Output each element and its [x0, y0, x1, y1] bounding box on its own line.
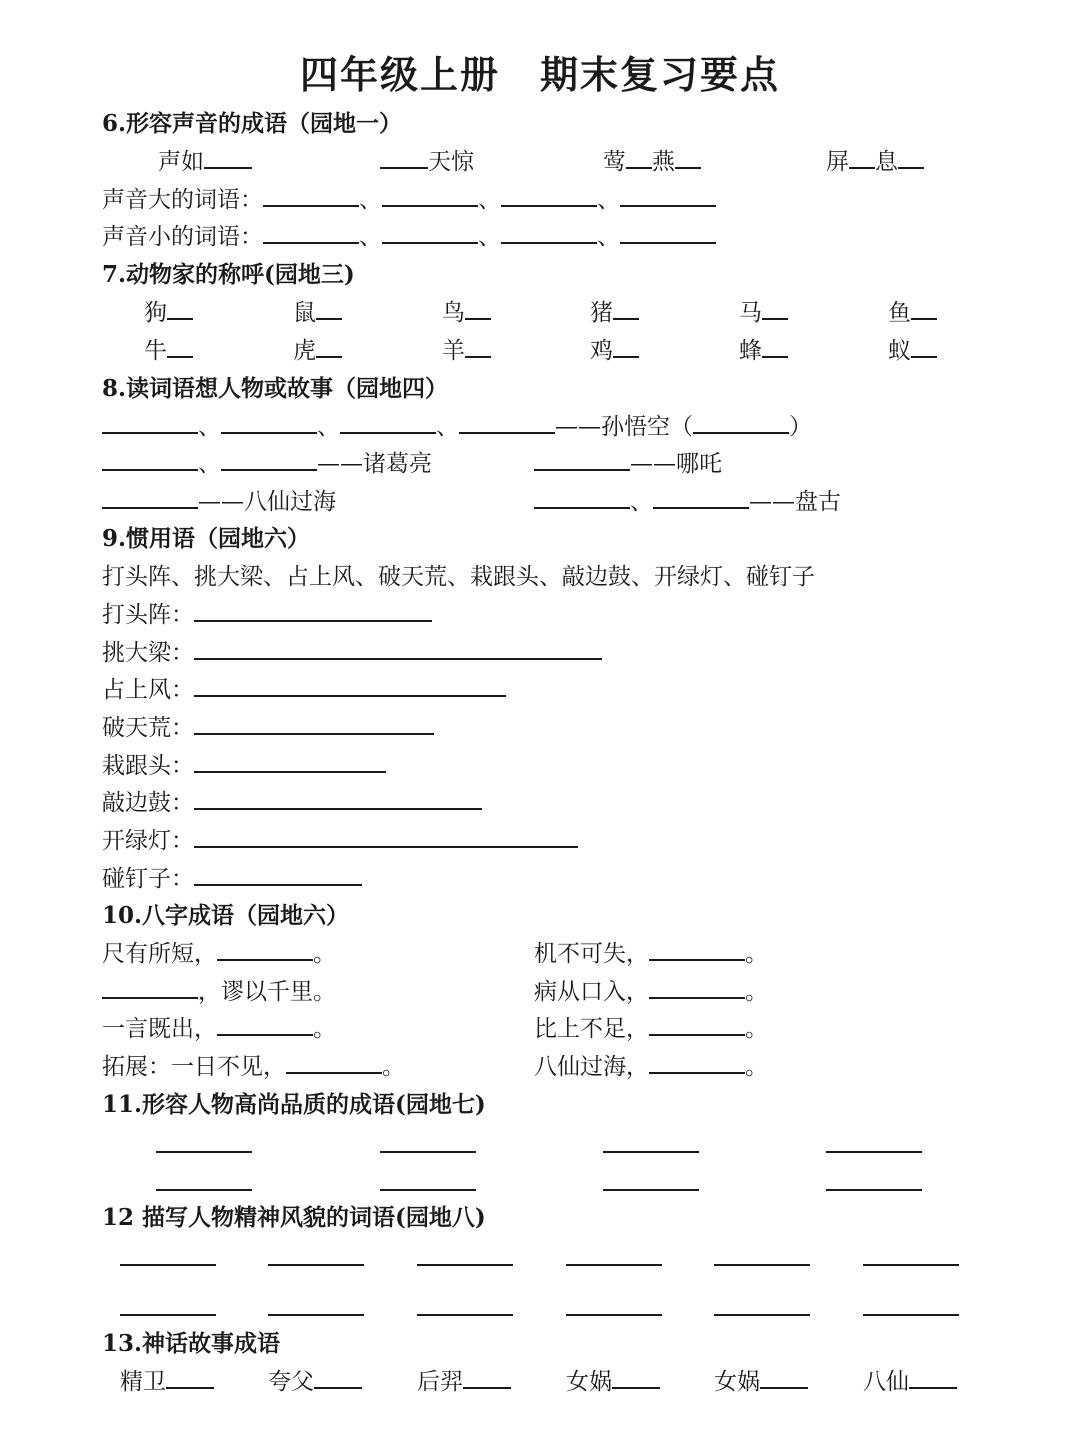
- answer-blank[interactable]: [286, 1052, 382, 1074]
- idiom-list: 打头阵、挑大梁、占上风、破天荒、栽跟头、敲边鼓、开绿灯、碰钉子: [102, 564, 815, 590]
- answer-blank[interactable]: [620, 185, 716, 207]
- answer-blank[interactable]: [102, 412, 198, 434]
- myth-item: 女娲: [714, 1364, 808, 1400]
- idiom-blank-item: 莺 燕: [603, 144, 701, 180]
- quiet-words-label: 声音小的词语：: [102, 224, 263, 250]
- idiom-label: 开绿灯：: [102, 828, 194, 854]
- answer-blank[interactable]: [534, 449, 630, 471]
- animal-item: 猪: [590, 295, 639, 331]
- answer-blank[interactable]: [863, 1314, 959, 1316]
- answer-blank[interactable]: [603, 1151, 699, 1153]
- answer-blank[interactable]: [760, 1367, 808, 1389]
- answer-blank[interactable]: [268, 1264, 364, 1266]
- nezha-label: ——哪吒: [630, 451, 722, 477]
- animal-item: 羊: [442, 333, 491, 369]
- answer-blank[interactable]: [417, 1264, 513, 1266]
- animal-item: 虎: [293, 333, 342, 369]
- animal-row-1: [0, 295, 1080, 331]
- animal-item: 蚁: [888, 333, 937, 369]
- answer-blank[interactable]: [762, 298, 788, 320]
- answer-blank[interactable]: [120, 1314, 216, 1316]
- answer-blank[interactable]: [649, 939, 745, 961]
- section-7-heading-row: [0, 257, 1080, 293]
- answer-blank[interactable]: [826, 1189, 922, 1191]
- answer-blank[interactable]: [194, 864, 362, 886]
- answer-blank[interactable]: [613, 336, 639, 358]
- section-heading: 12 描写人物精神风貌的词语(园地八): [102, 1204, 486, 1231]
- answer-blank[interactable]: [263, 185, 359, 207]
- answer-blank[interactable]: [194, 751, 386, 773]
- answer-blank[interactable]: [566, 1314, 662, 1316]
- answer-blank[interactable]: [714, 1314, 810, 1316]
- answer-blank[interactable]: [849, 147, 875, 169]
- section-6-heading-row: [0, 106, 1080, 142]
- idiom-label: 破天荒：: [102, 715, 194, 741]
- answer-blank[interactable]: [156, 1151, 252, 1153]
- idiom-definition-row: [0, 861, 1080, 897]
- section-heading: 9.惯用语（园地六）: [102, 525, 311, 552]
- animal-item: 狗: [144, 295, 193, 331]
- myth-item: 夸父: [268, 1364, 362, 1400]
- section-heading: 6.形容声音的成语（园地一）: [102, 110, 403, 137]
- answer-blank[interactable]: [316, 336, 342, 358]
- answer-blank[interactable]: [613, 298, 639, 320]
- answer-blank[interactable]: [194, 788, 482, 810]
- idiom-label: 挑大梁：: [102, 640, 194, 666]
- sound-idiom-row: [0, 144, 1080, 180]
- quiet-words-row: 声音小的词语： 、 、 、: [0, 219, 1080, 255]
- answer-blank[interactable]: [653, 487, 749, 509]
- idiom-label: 碰钉子：: [102, 866, 194, 892]
- answer-blank[interactable]: [340, 412, 436, 434]
- answer-blank[interactable]: [102, 977, 198, 999]
- wukong-row: 、 、 、 ——孙悟空（ ）: [0, 409, 1080, 445]
- answer-blank[interactable]: [204, 147, 252, 169]
- zhuge-label: ——诸葛亮: [317, 451, 432, 477]
- answer-blank[interactable]: [194, 600, 432, 622]
- animal-item: 牛: [144, 333, 193, 369]
- loud-words-row: 声音大的词语： 、 、 、: [0, 182, 1080, 218]
- answer-blank[interactable]: [649, 1052, 745, 1074]
- title-grade: 四年级上册: [299, 52, 500, 97]
- idiom-definition-row: [0, 635, 1080, 671]
- animal-item: 鸟: [442, 295, 491, 331]
- pangu-label: ——盘古: [749, 489, 841, 515]
- eight-char-row: 尺有所短， 。 机不可失， 。: [102, 941, 768, 967]
- animal-item: 蜂: [739, 333, 788, 369]
- page-title: [0, 44, 1080, 99]
- answer-blank[interactable]: [167, 298, 193, 320]
- section-heading: 7.动物家的称呼(园地三): [102, 261, 355, 288]
- section-13-heading-row: [0, 1326, 1080, 1362]
- idiom-label: 栽跟头：: [102, 753, 194, 779]
- answer-blank[interactable]: [911, 336, 937, 358]
- answer-blank[interactable]: [194, 638, 602, 660]
- myth-item: 后羿: [417, 1364, 511, 1400]
- answer-blank[interactable]: [120, 1264, 216, 1266]
- eight-char-row: 拓展：一日不见， 。 八仙过海， 。: [102, 1054, 768, 1080]
- idiom-blank-item: 声如: [158, 144, 252, 180]
- answer-blank[interactable]: [194, 826, 578, 848]
- answer-blank[interactable]: [465, 336, 491, 358]
- idiom-blank-item: 屏 息: [826, 144, 924, 180]
- answer-blank[interactable]: [382, 222, 478, 244]
- section-8-heading-row: [0, 371, 1080, 407]
- section-12-heading-row: [0, 1200, 1080, 1236]
- answer-blank[interactable]: [863, 1264, 959, 1266]
- idiom-definition-row: [0, 785, 1080, 821]
- idiom-definition-row: [0, 710, 1080, 746]
- answer-blank[interactable]: [693, 412, 789, 434]
- answer-blank[interactable]: [221, 412, 317, 434]
- baxian-pangu-row: ——八仙过海 、 ——盘古: [0, 484, 1080, 520]
- answer-blank[interactable]: [501, 185, 597, 207]
- section-heading: 8.读词语想人物或故事（园地四）: [102, 375, 449, 402]
- loud-words-label: 声音大的词语：: [102, 187, 263, 213]
- answer-blank[interactable]: [268, 1314, 364, 1316]
- answer-blank[interactable]: [649, 977, 745, 999]
- answer-blank[interactable]: [380, 1151, 476, 1153]
- section-11-heading-row: [0, 1087, 1080, 1123]
- answer-blank[interactable]: [826, 1151, 922, 1153]
- animal-item: 鼠: [293, 295, 342, 331]
- title-topic: 期末复习要点: [540, 52, 781, 97]
- answer-blank[interactable]: [898, 147, 924, 169]
- idiom-definition-row: [0, 672, 1080, 708]
- answer-blank[interactable]: [167, 336, 193, 358]
- answer-blank[interactable]: [603, 1189, 699, 1191]
- answer-blank[interactable]: [316, 298, 342, 320]
- baxian-label: ——八仙过海: [198, 489, 336, 515]
- answer-blank[interactable]: [382, 185, 478, 207]
- answer-blank[interactable]: [194, 713, 434, 735]
- answer-blank[interactable]: [217, 1014, 313, 1036]
- idiom-label: 敲边鼓：: [102, 790, 194, 816]
- wukong-label: ——孙悟空（: [555, 414, 693, 440]
- section-heading: 13.神话故事成语: [102, 1330, 281, 1357]
- answer-blank[interactable]: [459, 412, 555, 434]
- answer-blank[interactable]: [501, 222, 597, 244]
- answer-blank[interactable]: [465, 298, 491, 320]
- answer-blank[interactable]: [649, 1014, 745, 1036]
- eight-char-row: ，谬以千里。 病从口入， 。: [0, 974, 1080, 1010]
- answer-blank[interactable]: [156, 1189, 252, 1191]
- section-heading: 11.形容人物高尚品质的成语(园地七): [102, 1091, 486, 1118]
- idiom-label: 打头阵：: [102, 602, 194, 628]
- idiom-label: 占上风：: [102, 677, 194, 703]
- animal-row-2: [0, 333, 1080, 369]
- idiom-definition-row: [0, 748, 1080, 784]
- answer-blank[interactable]: [612, 1367, 660, 1389]
- idiom-definition-row: [0, 823, 1080, 859]
- section-10-heading-row: [0, 898, 1080, 934]
- answer-blank[interactable]: [194, 675, 506, 697]
- animal-item: 鸡: [590, 333, 639, 369]
- myth-idiom-row: [0, 1364, 1080, 1400]
- animal-item: 鱼: [888, 295, 937, 331]
- answer-blank[interactable]: [417, 1314, 513, 1316]
- answer-blank[interactable]: [263, 222, 359, 244]
- answer-blank[interactable]: [463, 1367, 511, 1389]
- answer-blank[interactable]: [675, 147, 701, 169]
- answer-blank[interactable]: [314, 1367, 362, 1389]
- section-9-heading-row: [0, 521, 1080, 557]
- answer-blank[interactable]: [714, 1264, 810, 1266]
- answer-blank[interactable]: [566, 1264, 662, 1266]
- answer-blank[interactable]: [380, 147, 428, 169]
- answer-blank[interactable]: [217, 939, 313, 961]
- section-heading: 10.八字成语（园地六）: [102, 902, 350, 929]
- answer-blank[interactable]: [620, 222, 716, 244]
- answer-blank[interactable]: [762, 336, 788, 358]
- answer-blank[interactable]: [166, 1367, 214, 1389]
- animal-item: 马: [739, 295, 788, 331]
- answer-blank[interactable]: [909, 1367, 957, 1389]
- idiom-list-row: [0, 559, 1080, 595]
- eight-char-row: 一言既出， 。 比上不足， 。: [102, 1016, 768, 1042]
- answer-blank[interactable]: [102, 487, 198, 509]
- answer-blank[interactable]: [911, 298, 937, 320]
- answer-blank[interactable]: [534, 487, 630, 509]
- myth-item: 八仙: [863, 1364, 957, 1400]
- answer-blank[interactable]: [626, 147, 652, 169]
- myth-item: 女娲: [566, 1364, 660, 1400]
- idiom-definition-row: [0, 597, 1080, 633]
- answer-blank[interactable]: [102, 449, 198, 471]
- idiom-blank-item: 天惊: [380, 144, 474, 180]
- answer-blank[interactable]: [380, 1189, 476, 1191]
- answer-blank[interactable]: [221, 449, 317, 471]
- myth-item: 精卫: [120, 1364, 214, 1400]
- zhuge-nezha-row: 、 ——诸葛亮 ——哪吒: [0, 446, 1080, 482]
